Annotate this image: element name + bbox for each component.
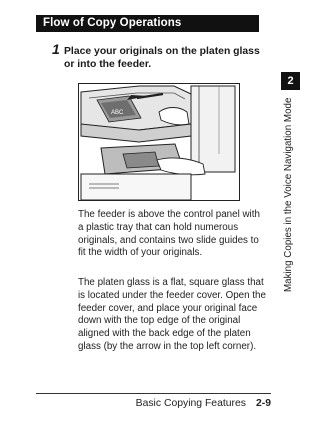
feeder-description: The feeder is above the control panel with a plastic tray that can hold numerous originals, and contains two slide guides to fit the width of your originals. bbox=[78, 209, 260, 259]
page-number: 2-9 bbox=[255, 398, 271, 409]
chapter-title: Making Copies in the Voice Navigation Mode bbox=[283, 97, 294, 292]
step-number: 1 bbox=[52, 41, 60, 57]
copier-drawing bbox=[79, 84, 239, 200]
footer-chapter-name: Basic Copying Features bbox=[135, 398, 246, 409]
step-text: Place your originals on the platen glass or into the feeder. bbox=[64, 46, 260, 70]
copier-illustration bbox=[78, 83, 240, 201]
platen-description: The platen glass is a flat, square glass that is located under the feeder cover. Open the feeder cover, and place your original face down with the top edge of the original aligned with the back edge of the platen glass (by the arrow in the top left corner). bbox=[78, 277, 266, 352]
step-instruction bbox=[52, 41, 264, 71]
chapter-tab: 2 bbox=[281, 72, 300, 90]
section-title: Flow of Copy Operations bbox=[36, 15, 259, 32]
feeder-label: ABC bbox=[111, 110, 124, 116]
page-footer bbox=[36, 398, 271, 409]
footer-divider bbox=[36, 393, 271, 394]
